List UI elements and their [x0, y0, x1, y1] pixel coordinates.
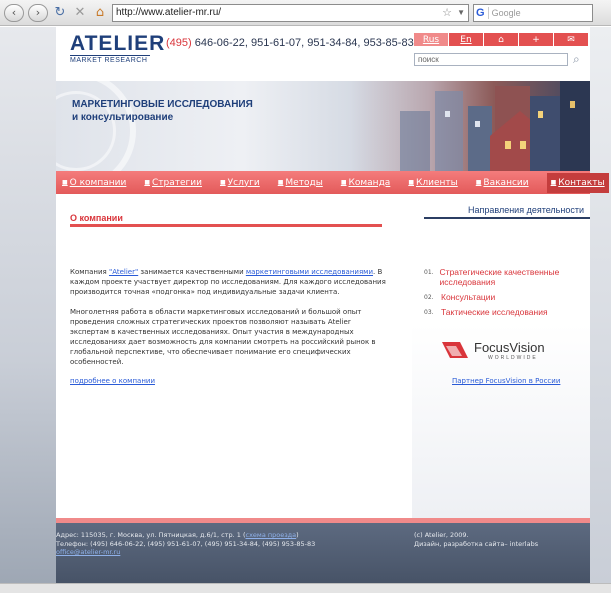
menu-item-strategies[interactable]: ■ Стратегии: [144, 177, 202, 188]
bullet-icon: ■: [277, 179, 284, 186]
about-paragraph-2: Многолетняя работа в области маркетинговых исследований и большой опыт проведения сложных стратегических проектов позволяют называть Atelier экспертам в качественных исследованиях. Опыт участия в международных исследованиях дает возможность для компании смотреть на российский рынок в глобальной перспективе, что обеспечивает понимание его специфических особенностей.: [70, 308, 376, 366]
web-page: [0, 27, 611, 583]
header-phones: [166, 37, 414, 49]
site-content: [56, 27, 605, 583]
lang-en-tab[interactable]: En: [449, 33, 483, 46]
stop-icon[interactable]: ✕: [74, 5, 86, 20]
bullet-icon: ■: [475, 179, 482, 186]
bullet-icon: ■: [408, 179, 414, 186]
menu-item-clients[interactable]: ■ Клиенты: [408, 177, 458, 188]
bullet-icon: ■: [62, 179, 68, 186]
menu-item-vacancies[interactable]: ■ Вакансии: [475, 177, 529, 188]
hero-banner: [56, 81, 590, 171]
browser-search-field[interactable]: [473, 4, 593, 22]
direction-item[interactable]: 02. Консультации: [424, 292, 496, 302]
site-footer: [56, 523, 590, 583]
search-icon[interactable]: ⌕: [573, 52, 580, 66]
design-credit: Дизайн, разработка сайта– interlabs: [414, 539, 539, 548]
bookmark-star-icon[interactable]: ☆: [442, 7, 452, 19]
left-decoration: [0, 27, 56, 583]
chevron-down-icon[interactable]: ▼: [457, 8, 465, 17]
focusvision-mark-icon: [442, 338, 470, 362]
url-text: http://www.atelier-mr.ru/: [116, 7, 222, 18]
banner-title: МАРКЕТИНГОВЫЕ ИССЛЕДОВАНИЯ: [72, 99, 253, 110]
home-icon[interactable]: ⌂: [484, 33, 518, 46]
main-menu: [56, 171, 605, 194]
focusvision-sub: WORLDWIDE: [488, 355, 538, 361]
footer-credits: [414, 531, 538, 548]
home-icon[interactable]: ⌂: [95, 5, 105, 20]
footer-address: Адрес: 115035, г. Москва, ул. Пятницкая, д.6/1, стр. 1 (схема проезда): [56, 531, 299, 539]
mail-icon[interactable]: ✉: [554, 33, 588, 46]
browser-status-bar: [0, 583, 611, 593]
right-decoration: [590, 27, 611, 583]
address-bar[interactable]: [112, 4, 469, 22]
copyright: (с) Atelier, 2009.: [414, 531, 469, 539]
more-about-link[interactable]: подробнее о компании: [70, 377, 155, 385]
footer-email-link[interactable]: office@atelier-mr.ru: [56, 548, 121, 556]
bullet-icon: ■: [550, 179, 557, 186]
marketing-research-link[interactable]: маркетинговыми исследованиями: [245, 268, 374, 276]
back-button[interactable]: ‹: [4, 4, 24, 22]
logo-subtitle: MARKET RESEARCH: [70, 55, 150, 65]
about-paragraph-1: Компания "Atelier" занимается качественными маркетинговыми исследованиями. В каждом проекте участвует директор по исследованиям. Для каждого исследования производится точная «подгонка» под индивидуальные задачи клиента.: [70, 268, 386, 296]
directions-map-link[interactable]: схема проезда: [245, 531, 297, 539]
top-tabs: [414, 33, 588, 46]
bullet-icon: ■: [340, 179, 347, 186]
company-link[interactable]: "Atelier": [108, 268, 139, 276]
phone-numbers: 646-06-22, 951-61-07, 951-34-84, 953-85-83: [194, 37, 414, 49]
directions-section: [412, 194, 590, 518]
site-logo[interactable]: [70, 32, 166, 64]
focusvision-name: FocusVision: [474, 340, 545, 355]
footer-contacts: [56, 531, 315, 557]
menu-item-about[interactable]: ■ О компании: [62, 177, 127, 188]
google-icon[interactable]: G: [476, 7, 489, 19]
footer-phones: Телефон: (495) 646-06-22, (495) 951-61-07, (495) 951-34-84, (495) 953-85-83: [56, 539, 316, 548]
reload-icon[interactable]: ↻: [54, 5, 66, 20]
site-search-input[interactable]: поиск: [414, 53, 568, 66]
logo-name: ATELIER: [70, 32, 166, 55]
browser-search-placeholder: Google: [491, 7, 521, 18]
city-illustration: [360, 81, 590, 171]
banner-subtitle: и консультирование: [72, 112, 174, 123]
browser-toolbar: [0, 0, 611, 26]
section-divider: [70, 224, 382, 227]
bullet-icon: ■: [219, 179, 226, 186]
plus-icon[interactable]: +: [519, 33, 553, 46]
section-title: О компании: [70, 213, 123, 223]
bullet-icon: ■: [144, 179, 151, 186]
menu-item-methods[interactable]: ■ Методы: [277, 177, 323, 188]
menu-item-services[interactable]: ■ Услуги: [219, 177, 260, 188]
directions-title: Направления деятельности: [424, 203, 590, 219]
focusvision-logo[interactable]: [442, 338, 562, 368]
direction-item[interactable]: 03. Тактические исследования: [424, 307, 548, 317]
about-section: [56, 194, 412, 518]
menu-item-team[interactable]: ■ Команда: [340, 177, 391, 188]
lang-ru-tab[interactable]: Rus: [414, 33, 448, 46]
phone-code: (495): [166, 37, 192, 49]
menu-item-contacts[interactable]: ■ Контакты: [547, 173, 609, 193]
direction-item[interactable]: 01. Стратегические качественные исследования: [424, 267, 560, 287]
forward-button[interactable]: ›: [28, 4, 48, 22]
partner-link[interactable]: Партнер FocusVision в России: [452, 377, 561, 385]
site-header: [56, 27, 590, 81]
